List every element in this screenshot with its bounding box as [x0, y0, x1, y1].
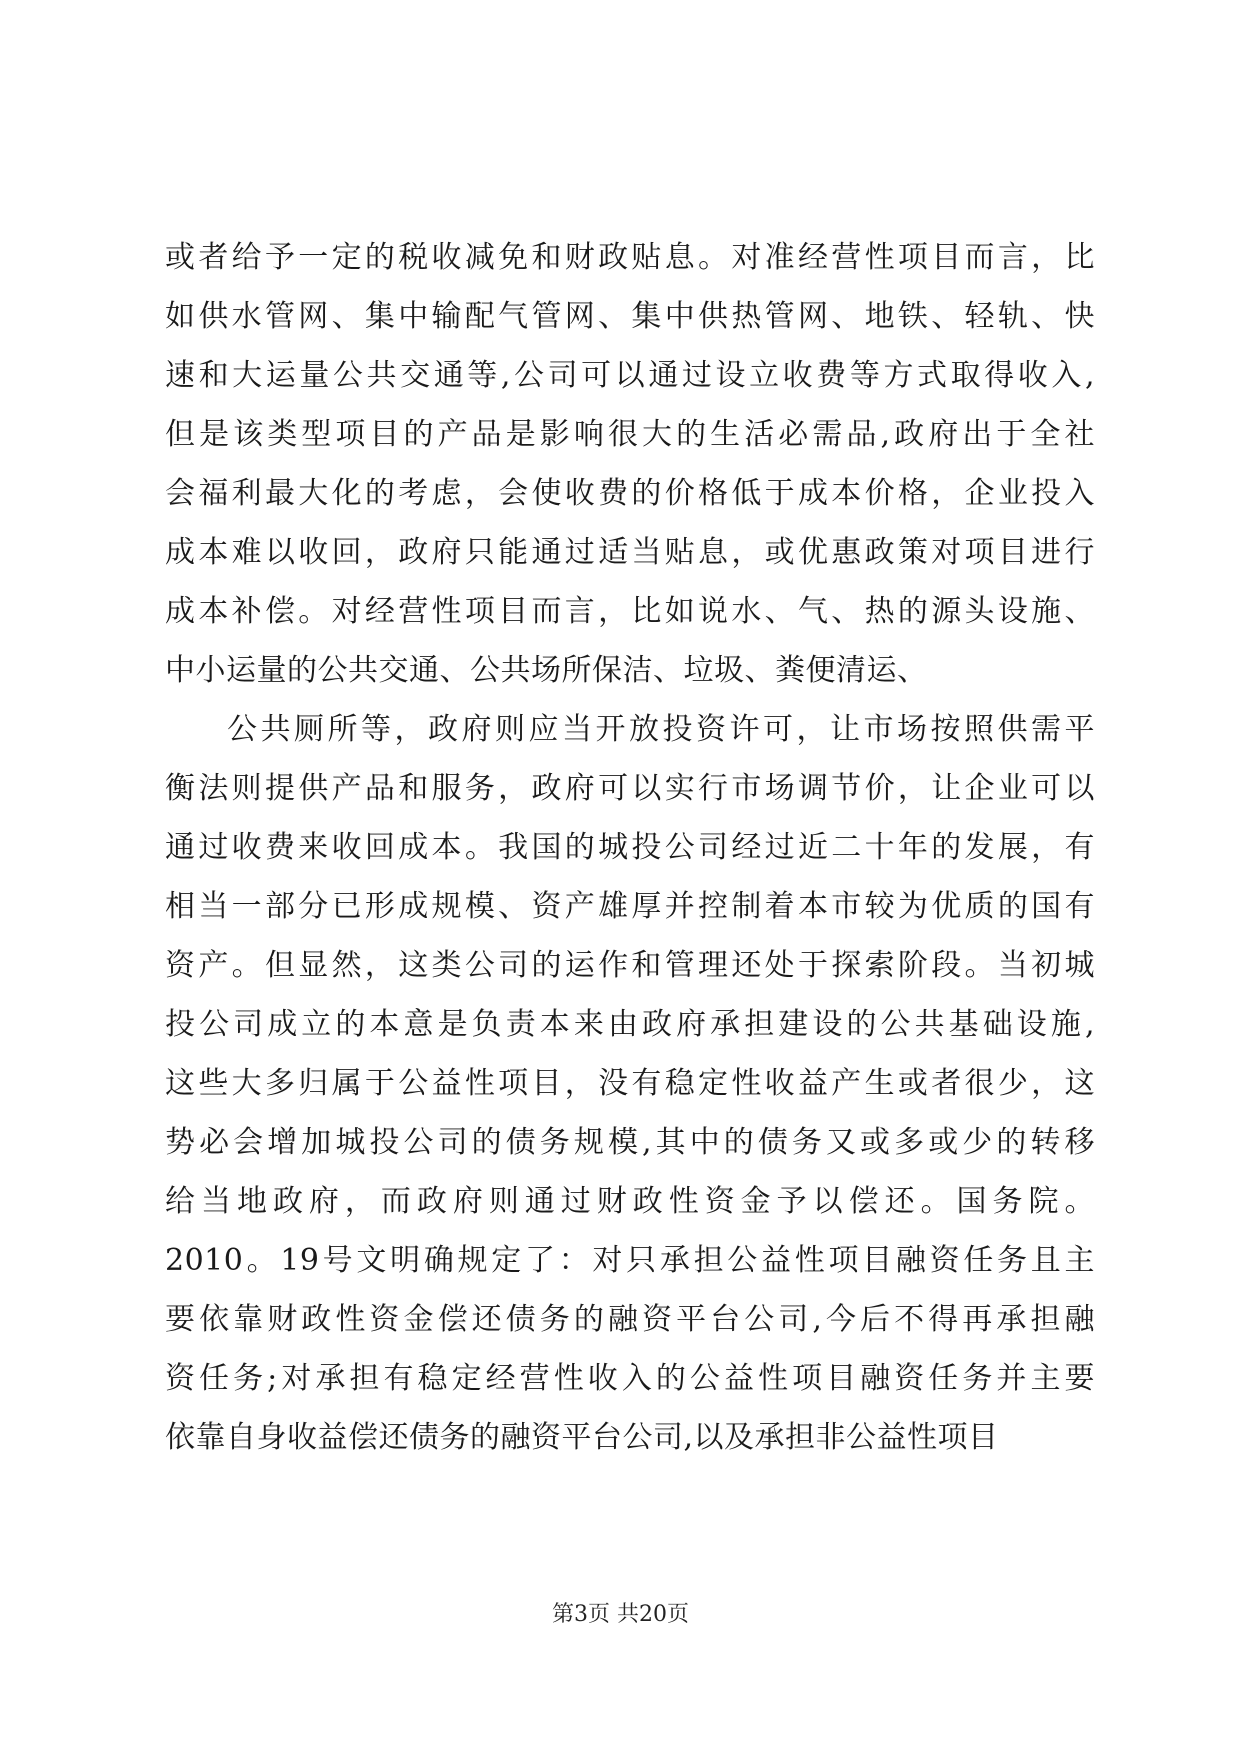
text-line: 或者给予一定的税收减免和财政贴息。对准经营性项目而言，比 — [165, 240, 1095, 275]
text-line: 成本补偿。对经营性项目而言，比如说水、气、热的源头设施、 — [165, 594, 1095, 629]
text-line: 势必会增加城投公司的债务规模,其中的债务又或多或少的转移 — [165, 1125, 1095, 1160]
text-line: 会福利最大化的考虑，会使收费的价格低于成本价格，企业投入 — [165, 476, 1095, 511]
text-line: 给当地政府，而政府则通过财政性资金予以偿还。国务院。 — [165, 1184, 1095, 1219]
text-line: 中小运量的公共交通、公共场所保洁、垃圾、粪便清运、 — [165, 653, 928, 688]
page-number-footer: 第3页 共20页 — [552, 1602, 689, 1627]
text-line: 通过收费来收回成本。我国的城投公司经过近二十年的发展，有 — [165, 830, 1095, 865]
text-line: 投公司成立的本意是负责本来由政府承担建设的公共基础设施, — [165, 1007, 1095, 1042]
text-line: 2010。19号文明确规定了：对只承担公益性项目融资任务且主 — [165, 1243, 1095, 1278]
text-line: 成本难以收回，政府只能通过适当贴息，或优惠政策对项目进行 — [165, 535, 1095, 570]
text-line: 资任务;对承担有稳定经营性收入的公益性项目融资任务并主要 — [165, 1361, 1095, 1396]
text-line: 公共厕所等，政府则应当开放投资许可，让市场按照供需平 — [227, 712, 1095, 747]
text-line: 资产。但显然，这类公司的运作和管理还处于探索阶段。当初城 — [165, 948, 1095, 983]
text-line: 要依靠财政性资金偿还债务的融资平台公司,今后不得再承担融 — [165, 1302, 1095, 1337]
body-text — [165, 228, 1095, 1467]
text-line: 相当一部分已形成规模、资产雄厚并控制着本市较为优质的国有 — [165, 889, 1095, 924]
text-line: 这些大多归属于公益性项目，没有稳定性收益产生或者很少，这 — [165, 1066, 1095, 1101]
text-line: 但是该类型项目的产品是影响很大的生活必需品,政府出于全社 — [165, 417, 1095, 452]
text-line: 依靠自身收益偿还债务的融资平台公司,以及承担非公益性项目 — [165, 1420, 999, 1455]
text-line: 如供水管网、集中输配气管网、集中供热管网、地铁、轻轨、快 — [165, 299, 1095, 334]
text-line: 衡法则提供产品和服务，政府可以实行市场调节价，让企业可以 — [165, 771, 1095, 806]
text-line: 速和大运量公共交通等,公司可以通过设立收费等方式取得收入, — [165, 358, 1095, 393]
